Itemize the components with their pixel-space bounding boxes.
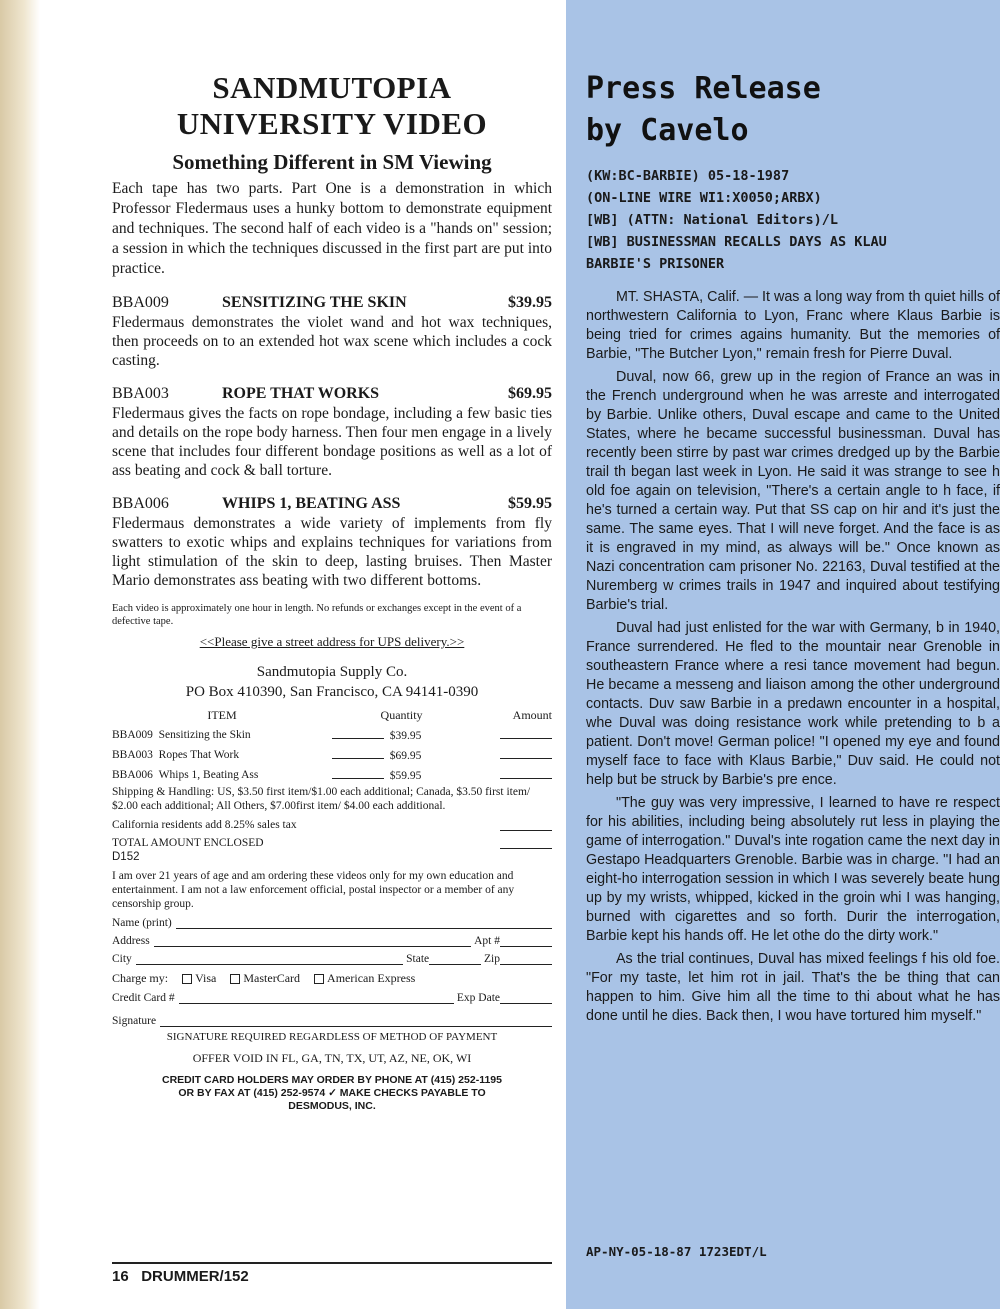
title-line2: by Cavelo (586, 113, 749, 148)
col-quantity: Quantity (380, 708, 423, 722)
col-item: ITEM (207, 708, 237, 722)
wire-line: (KW:BC-BARBIE) 05-18-1987 (586, 168, 790, 184)
row-name: Sensitizing the Skin (158, 729, 251, 741)
signature-required: SIGNATURE REQUIRED REGARDLESS OF METHOD OF PAYMENT (166, 1031, 498, 1043)
paragraph: Duval, now 66, grew up in the region of France an was in the French underground when he was arreste and interrogated by Barbie. Unlike others, Duval escape and came to the United States, where he became successful businessman. Duval has recently been stirre by past war crimes dredged up by the Barbie trail th began last week in Lyon. He said it was strange to see h old foe again on television, "There's a certain angle to h face, if he's turned a certain way. Put that SS cap on hir and it's just the same. The same eyes. That I will neve forget. And the face is as it is engraved in my mind, as always will be." Once known as Nazi concentration cam prisoner No. 22163, Duval testified at the Nuremberg w crimes trails in 1947 and inquired about testifying Barbie's trial. (586, 369, 1000, 613)
name-field[interactable] (176, 916, 552, 929)
item-code: BBA006 (112, 495, 169, 512)
checkbox-icon (314, 974, 324, 984)
shipping-text: Shipping & Handling: US, $3.50 first item/$1.00 each additional; Canada, $3.50 first item/ $2.00 each additional; All Others, $7.00first item/ $4.00 each additional. (112, 786, 531, 812)
card-label: Credit Card # (112, 992, 175, 1004)
press-release-body (586, 288, 1000, 1030)
magazine-issue: DRUMMER/152 (141, 1268, 249, 1285)
ad-title-line2: UNIVERSITY VIDEO (176, 106, 488, 141)
title-line1: Press Release (586, 71, 821, 106)
row-price: $69.95 (389, 750, 422, 762)
video-item (112, 494, 552, 590)
amount-field[interactable] (500, 748, 552, 759)
quantity-field[interactable] (332, 748, 384, 759)
checkbox-icon (182, 974, 192, 984)
order-form-table (112, 706, 552, 785)
refund-note: Each video is approximately one hour in length. No refunds or exchanges except in the event of a defective tape. (112, 603, 522, 627)
row-name: Whips 1, Beating Ass (158, 769, 259, 781)
item-description: Fledermaus gives the facts on rope bondage, including a few basic ties and details on the rope body harness. Then four men engage in a lively scene that includes four different bondage positions as well as a lot of ass beating and cock & ball torture. (112, 405, 552, 479)
state-field[interactable] (429, 952, 481, 965)
city-label: City (112, 953, 132, 965)
apt-label: Apt # (474, 935, 500, 947)
table-row (112, 725, 552, 745)
apt-field[interactable] (500, 934, 552, 947)
exp-field[interactable] (500, 991, 552, 1004)
wire-line: [WB] BUSINESSMAN RECALLS DAYS AS KLAU (586, 234, 887, 250)
page-number: 16 (112, 1268, 129, 1285)
item-code: BBA003 (112, 385, 169, 402)
table-row (112, 765, 552, 785)
total-label: TOTAL AMOUNT ENCLOSED (112, 837, 264, 849)
ad-subtitle: Something Different in SM Viewing (172, 150, 492, 174)
row-price: $59.95 (389, 770, 422, 782)
video-item (112, 384, 552, 480)
payee-line: DESMODUS, INC. (288, 1100, 376, 1112)
age-statement: I am over 21 years of age and am ordering these videos only for my own education and entertainment. I am not a law enforcement official, postal inspector or a member of any censorship group. (112, 870, 515, 910)
quantity-field[interactable] (332, 768, 384, 779)
address-field[interactable] (154, 934, 472, 947)
item-name: WHIPS 1, BEATING ASS (222, 495, 401, 512)
name-label: Name (print) (112, 917, 172, 929)
amount-field[interactable] (500, 768, 552, 779)
ad-title (112, 70, 552, 142)
phone-line: CREDIT CARD HOLDERS MAY ORDER BY PHONE AT (415) 252-1195 (162, 1074, 502, 1086)
city-field[interactable] (136, 952, 403, 965)
ad-title-line1: SANDMUTOPIA (212, 70, 452, 105)
page-footer (112, 1262, 552, 1285)
zip-field[interactable] (500, 952, 552, 965)
offer-void: OFFER VOID IN FL, GA, TN, TX, UT, AZ, NE, OK, WI (192, 1051, 472, 1065)
visa-label: Visa (195, 971, 217, 985)
mastercard-checkbox[interactable] (230, 971, 300, 986)
wire-line: [WB] (ATTN: National Editors)/L (586, 212, 838, 228)
tax-label: California residents add 8.25% sales tax (112, 819, 297, 831)
total-field[interactable] (500, 836, 552, 849)
checkbox-icon (230, 974, 240, 984)
item-name: SENSITIZING THE SKIN (222, 294, 407, 311)
paragraph: "The guy was very impressive, I learned to have re respect for his abilities, including being absolutely rut less in playing the game of interrogation." Duval's inte rogation came the next day in Gestapo Headquarters Grenoble. Barbie was in charge. "I had an eight-ho interrogation session in which I was severely beate hung up by my wrists, whipped, kicked in the groin whi I was hanging, burned with cigarettes and so forth. Durir the interrogation, Barbie kept his hands off. He let othe do the dirty work." (586, 795, 1000, 944)
item-description: Fledermaus demonstrates a wide variety of implements from fly swatters to exotic whips and explains techniques for variations from light stimulation of the skin to deep, lasting bruises. Then Master Mario demonstrates ass beating with two different bottoms. (112, 515, 552, 589)
zip-label: Zip (484, 953, 500, 965)
row-name: Ropes That Work (158, 749, 240, 761)
ups-notice: <<Please give a street address for UPS delivery.>> (199, 634, 465, 649)
paragraph: As the trial continues, Duval has mixed feelings f his old foe. "For my taste, let him rot in jail. That's the be thing that can happen to him. Give him all the time to thi about what he has done until he dies. Back then, I wou have tortured him myself." (586, 951, 1000, 1024)
amount-field[interactable] (500, 728, 552, 739)
row-code: BBA003 (112, 749, 153, 761)
ad-code: D152 (112, 851, 140, 863)
signature-label: Signature (112, 1015, 157, 1027)
ad-intro: Each tape has two parts. Part One is a demonstration in which Professor Fledermaus uses a hunky bottom to demonstrate equipment and techniques. The second half of each video is a "hands on" session; a session in which the techniques discussed in the first part are put into practice. (112, 180, 552, 277)
row-price: $39.95 (389, 730, 422, 742)
item-price: $39.95 (508, 294, 552, 311)
charge-label: Charge my: (112, 971, 169, 985)
col-amount: Amount (512, 708, 552, 722)
signature-field[interactable] (160, 1014, 552, 1027)
fax-line: OR BY FAX AT (415) 252-9574 ✓ MAKE CHECKS PAYABLE TO (178, 1087, 486, 1099)
item-name: ROPE THAT WORKS (222, 385, 380, 402)
card-field[interactable] (179, 991, 454, 1004)
amex-checkbox[interactable] (314, 971, 415, 986)
company-name: Sandmutopia Supply Co. (256, 664, 408, 680)
item-price: $69.95 (508, 385, 552, 402)
dateline: AP-NY-05-18-87 1723EDT/L (586, 1244, 767, 1259)
paragraph: Duval had just enlisted for the war with Germany, b in 1940, France surrendered. He fled to the mountair near Grenoble in southeastern France where a resi tance movement had begun. He became a messeng and liaison among the other underground contacts. Duv saw Barbie in a predawn encounter in a hospital, whe Duval was doing resistance work while pretending to b a patient. Don't move! German police! "I opened my eye and found myself face to face with Klaus Barbie," Duv said. He could not help but be struck by Barbie's pre ence. (586, 620, 1000, 788)
press-release-title (586, 68, 1000, 152)
wire-header (586, 165, 1000, 275)
video-item (112, 293, 552, 370)
state-label: State (406, 953, 430, 965)
paragraph: MT. SHASTA, Calif. — It was a long way from th quiet hills of northwestern California to Lyon, Franc where Klaus Barbie is being tried for crimes agains humanity. But the memories of Barbie, "The Butcher Lyon," remain fresh for Pierre Duval. (586, 289, 1000, 362)
page-gutter (0, 0, 40, 1309)
item-price: $59.95 (508, 495, 552, 512)
address-label: Address (112, 935, 150, 947)
visa-checkbox[interactable] (182, 971, 216, 986)
phone-info (112, 1074, 552, 1113)
wire-line: (ON-LINE WIRE WI1:X0050;ARBX) (586, 190, 822, 206)
tax-field[interactable] (500, 818, 552, 831)
exp-label: Exp Date (456, 992, 500, 1004)
row-code: BBA009 (112, 729, 153, 741)
row-code: BBA006 (112, 769, 153, 781)
sandmutopia-ad (112, 70, 552, 1113)
amex-label: American Express (327, 971, 416, 985)
mastercard-label: MasterCard (243, 971, 301, 985)
table-row (112, 745, 552, 765)
item-description: Fledermaus demonstrates the violet wand and hot wax techniques, then proceeds on to an extended hot wax scene which includes a cock casting. (112, 314, 552, 369)
company-address: PO Box 410390, San Francisco, CA 94141-0390 (185, 684, 479, 700)
item-code: BBA009 (112, 294, 169, 311)
wire-line: BARBIE'S PRISONER (586, 256, 725, 272)
quantity-field[interactable] (332, 728, 384, 739)
